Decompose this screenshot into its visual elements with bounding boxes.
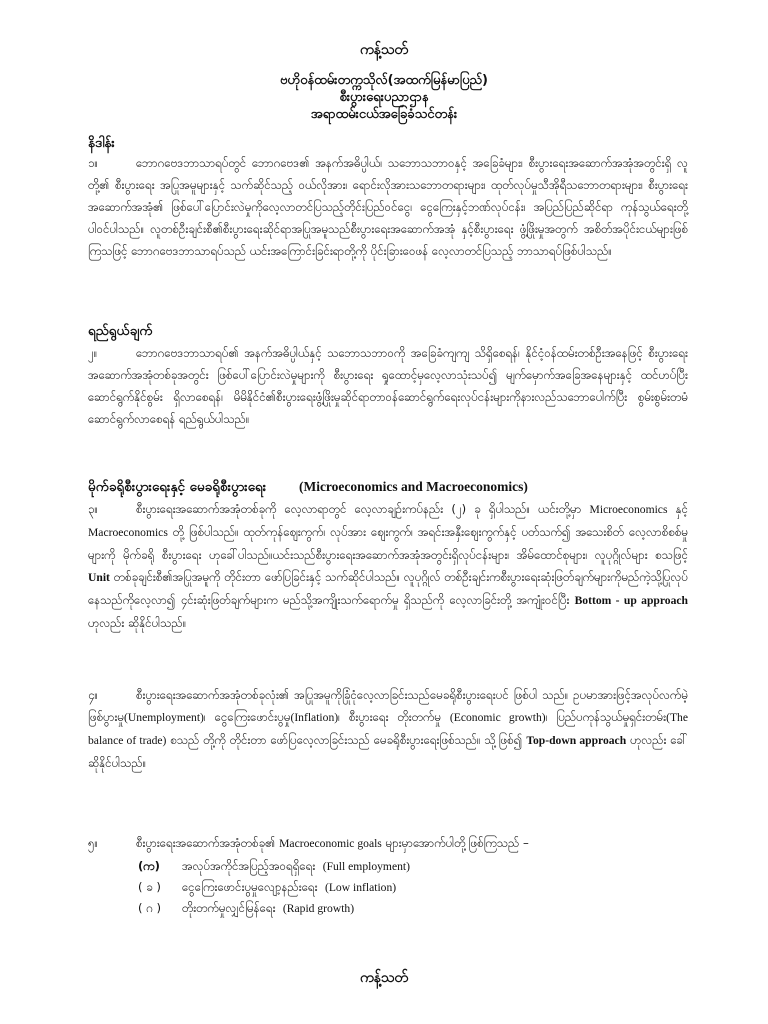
term-balance-of-trade: (The balance of trade): [88, 711, 688, 747]
paragraph-5: [88, 832, 688, 855]
paragraph-4-text-f: ဟုလည်း ခေါ်ဆိုနိုင်ပါသည်။: [88, 733, 688, 770]
paragraph-4-text-a: စီးပွားရေးအဆောက်အအုံတစ်ခုလုံး၏ အပြုအမူကိုခြုံငုံလေ့လာခြင်းသည်မေခရိုစီးပွားရေးပင် ဖြစ်ပါ သည်။ ဥပမာအားဖြင့်အလုပ်လက်မဲ့ဖြစ်ပွားမှု: [88, 688, 688, 724]
header-department: စီးပွားရေးပညာဌာန: [339, 90, 429, 105]
paragraph-3-number: ၃။: [88, 502, 99, 516]
paragraph-1-number: ၁။: [88, 156, 99, 170]
list-item: [138, 877, 410, 898]
paragraph-5-text-b: များမှာအောက်ပါတို့ဖြစ်ကြသည် –: [381, 836, 529, 850]
heading-introduction: နိဒါန်း: [88, 135, 115, 151]
classification-top: ကန့်သတ်: [359, 42, 409, 58]
heading-micro-macro-en: (Microeconomics and Macroeconomics): [298, 479, 528, 494]
term-inflation: (Inflation): [290, 711, 339, 724]
list-item-marker: ( ဂ ): [138, 901, 162, 915]
paragraph-3-text-a: စီးပွားရေးအဆောက်အအုံတစ်ခုကို လေ့လာရာတွင် လေ့လာချဉ်းကပ်နည်း (၂) ခု ရှိပါသည်။ ယင်းတို့မှာ: [136, 502, 590, 516]
heading-micro-macro: [88, 478, 528, 498]
classification-bottom: ကန့်သတ်: [359, 970, 409, 986]
term-unemployment: (Unemployment): [124, 711, 204, 724]
list-item-text-my: တိုးတက်မှုလျှင်မြန်ရေး: [182, 901, 276, 915]
term-economic-growth: (Economic growth): [449, 711, 546, 724]
list-item-text-my: ငွေကြေးဖောင်းပွမှုလျော့နည်းရေး: [182, 880, 318, 894]
paragraph-5-number: ၅။: [88, 836, 99, 850]
paragraph-4-text-c: ၊ စီးပွားရေး တိုးတက်မှု: [338, 710, 450, 724]
paragraph-3: [88, 498, 688, 634]
paragraph-3-text-c: တို့ ဖြစ်ပါသည်။ ထုတ်ကုန်ဈေးကွက်၊ လုပ်အား ဈေးကွက်၊ အရင်းအနှီးဈေးကွက်နှင့် ပတ်သက်၍ အသေးစိတ် လေ့လာစိစစ်မှုများကို မိုက်ခရို စီးပွားရေး ဟုခေါ်ပါသည်။ယင်းသည်စီးပွားရေးအဆောက်အအုံအတွင်းရှိလုပ်ငန်းများ၊ အိမ်ထောင်စုများ၊ လူပုဂ္ဂိုလ်များ စသဖြင့်: [88, 525, 688, 562]
term-top-down: Top-down approach: [526, 734, 627, 747]
paragraph-4-number: ၄။: [88, 688, 99, 702]
header-institution: ဗဟိုဝန်ထမ်းတက္ကသိုလ်(အထက်မြန်မာပြည်): [280, 73, 488, 88]
paragraph-3-text-e: ဟုလည်း ဆိုနိုင်ပါသည်။: [88, 616, 187, 630]
paragraph-3-text-d: တစ်ခုချင်းစီ၏အပြုအမူကို တိုင်းတာ ဖော်ပြခြင်းနှင့် သက်ဆိုင်ပါသည်။ လူပုဂ္ဂိုလ် တစ်ဦးချင်းကစီးပွားရေးဆုံးဖြတ်ချက်များကိုမည်ကဲ့သို့ပြုလုပ်နေသည်ကိုလေ့လာ၍ ၄င်းဆုံးဖြတ်ချက်များက မည်သို့အကျိုးသက်ရောက်မှု ရှိသည်ကို လေ့လာခြင်းတို့ အကျုံးဝင်ပြီး: [88, 570, 688, 607]
paragraph-4-text-e: စသည် တို့ကို တိုင်းတာ ဖော်ပြလေ့လာခြင်းသည် မေခရိုစီးပွားရေးဖြစ်သည်။ သို့ဖြစ်၍: [166, 733, 527, 747]
list-item-text-en: (Full employment): [322, 860, 410, 873]
paragraph-4: [88, 684, 688, 774]
heading-objective: ရည်ရွယ်ချက်: [88, 323, 153, 339]
list-item-text-my: အလုပ်အကိုင်အပြည့်အဝရရှိရေး: [182, 859, 316, 873]
term-macroeconomics: Macroeconomics: [88, 526, 168, 539]
term-microeconomics: Microeconomics: [589, 503, 668, 516]
paragraph-5-text-a: စီးပွားရေးအဆောက်အအုံတစ်ခု၏: [136, 836, 280, 850]
list-item: [138, 856, 410, 877]
term-macroeconomic-goals: Macroeconomic goals: [279, 837, 382, 850]
header-course: အရာထမ်းငယ်အခြေခံသင်တန်း: [310, 107, 458, 122]
list-item-text-en: (Rapid growth): [282, 902, 355, 915]
goals-list: [138, 856, 410, 919]
term-bottom-up: Bottom - up approach: [574, 594, 688, 607]
paragraph-1-text: ဘောဂဗေဒဘာသာရပ်တွင် ဘောဂဗေဒ၏ အနက်အဓိပ္ပါယ်၊ သဘောသဘာဝနှင့် အခြေခံများ၊ စီးပွားရေးအဆောက်အအုံအတွင်းရှိ လူတို့၏ စီးပွားရေး အပြုအမူများနှင့် သက်ဆိုင်သည့် ဝယ်လိုအား၊ ရောင်းလိုအားသဘောတရားများ၊ ထုတ်လုပ်မှုသီအိုရီသဘောတရားများ၊ စီးပွားရေးအဆောက်အအုံ၏ ဖြစ်ပေါ်ပြောင်းလဲမှုကိုလေ့လာတင်ပြသည့်တိုင်းပြည်ဝင်ငွေ၊ ငွေကြေးနှင့်ဘဏ်လုပ်ငန်း၊ အပြည်ပြည်ဆိုင်ရာ ကုန်သွယ်ရေးတို့ပါဝင်ပါသည်။ လူတစ်ဦးချင်းစီ၏စီးပွားရေးဆိုင်ရာအပြုအမူသည်စီးပွားရေးအဆောက်အအုံ နှင့်စီးပွားရေး ဖွံ့ဖြိုးမှုအတွက် အစိတ်အပိုင်းငယ်များဖြစ်ကြသဖြင့် ဘောဂဗေဒဘာသာရပ်သည် ယင်းအကြောင်းခြင်းရာတို့ကို ပိုင်းခြားဝေဖန် လေ့လာတင်ပြသည့် ဘာသာရပ်ဖြစ်ပါသည်။: [88, 156, 688, 258]
paragraph-4-text-b: ၊ ငွေကြေးဖောင်းပွမှု: [203, 710, 291, 724]
list-item-text-en: (Low inflation): [324, 881, 397, 894]
paragraph-2-text: ဘောဂဗေဒဘာသာရပ်၏ အနက်အဓိပ္ပါယ်နှင့် သဘောသဘာဝကို အခြေခံကျကျ သိရှိစေရန်၊ နိုင်ငံ့ဝန်ထမ်းတစ်ဦးအနေဖြင့် စီးပွားရေးအဆောက်အအုံတစ်ခုအတွင်း ဖြစ်ပေါ်ပြောင်းလဲမှုများကို စီးပွားရေး ရှုထောင့်မှလေ့လာသုံးသပ်၍ မျက်မှောက်အခြေအနေများနှင့် ထင်ဟပ်ပြီးဆောင်ရွက်နိုင်စွမ်း ရှိလာစေရန်၊ မိမိနိုင်ငံ၏စီးပွားရေးဖွံ့ဖြိုးမှုဆိုင်ရာတာဝန်ဆောင်ရွက်ရေးလုပ်ငန်းများကိုနားလည်သဘောပေါက်ပြီး စွမ်းစွမ်းတမံ ဆောင်ရွက်လာစေရန် ရည်ရွယ်ပါသည်။: [88, 346, 688, 426]
term-unit: Unit: [88, 571, 110, 584]
list-item-marker: (က): [138, 859, 160, 873]
paragraph-4-text-d: ၊ ပြည်ပကုန်သွယ်မှုရှင်းတမ်း: [545, 710, 667, 724]
paragraph-2: [88, 342, 688, 430]
list-item: [138, 898, 410, 919]
paragraph-1: [88, 152, 688, 262]
paragraph-3-text-b: နှင့်: [667, 502, 688, 516]
list-item-marker: ( ခ ): [138, 880, 161, 894]
heading-micro-macro-my: မိုက်ခရိုစီးပွားရေးနှင့် မေခရိုစီးပွားရေး: [88, 479, 267, 495]
document-header: [0, 72, 768, 123]
paragraph-2-number: ၂။: [88, 346, 98, 360]
